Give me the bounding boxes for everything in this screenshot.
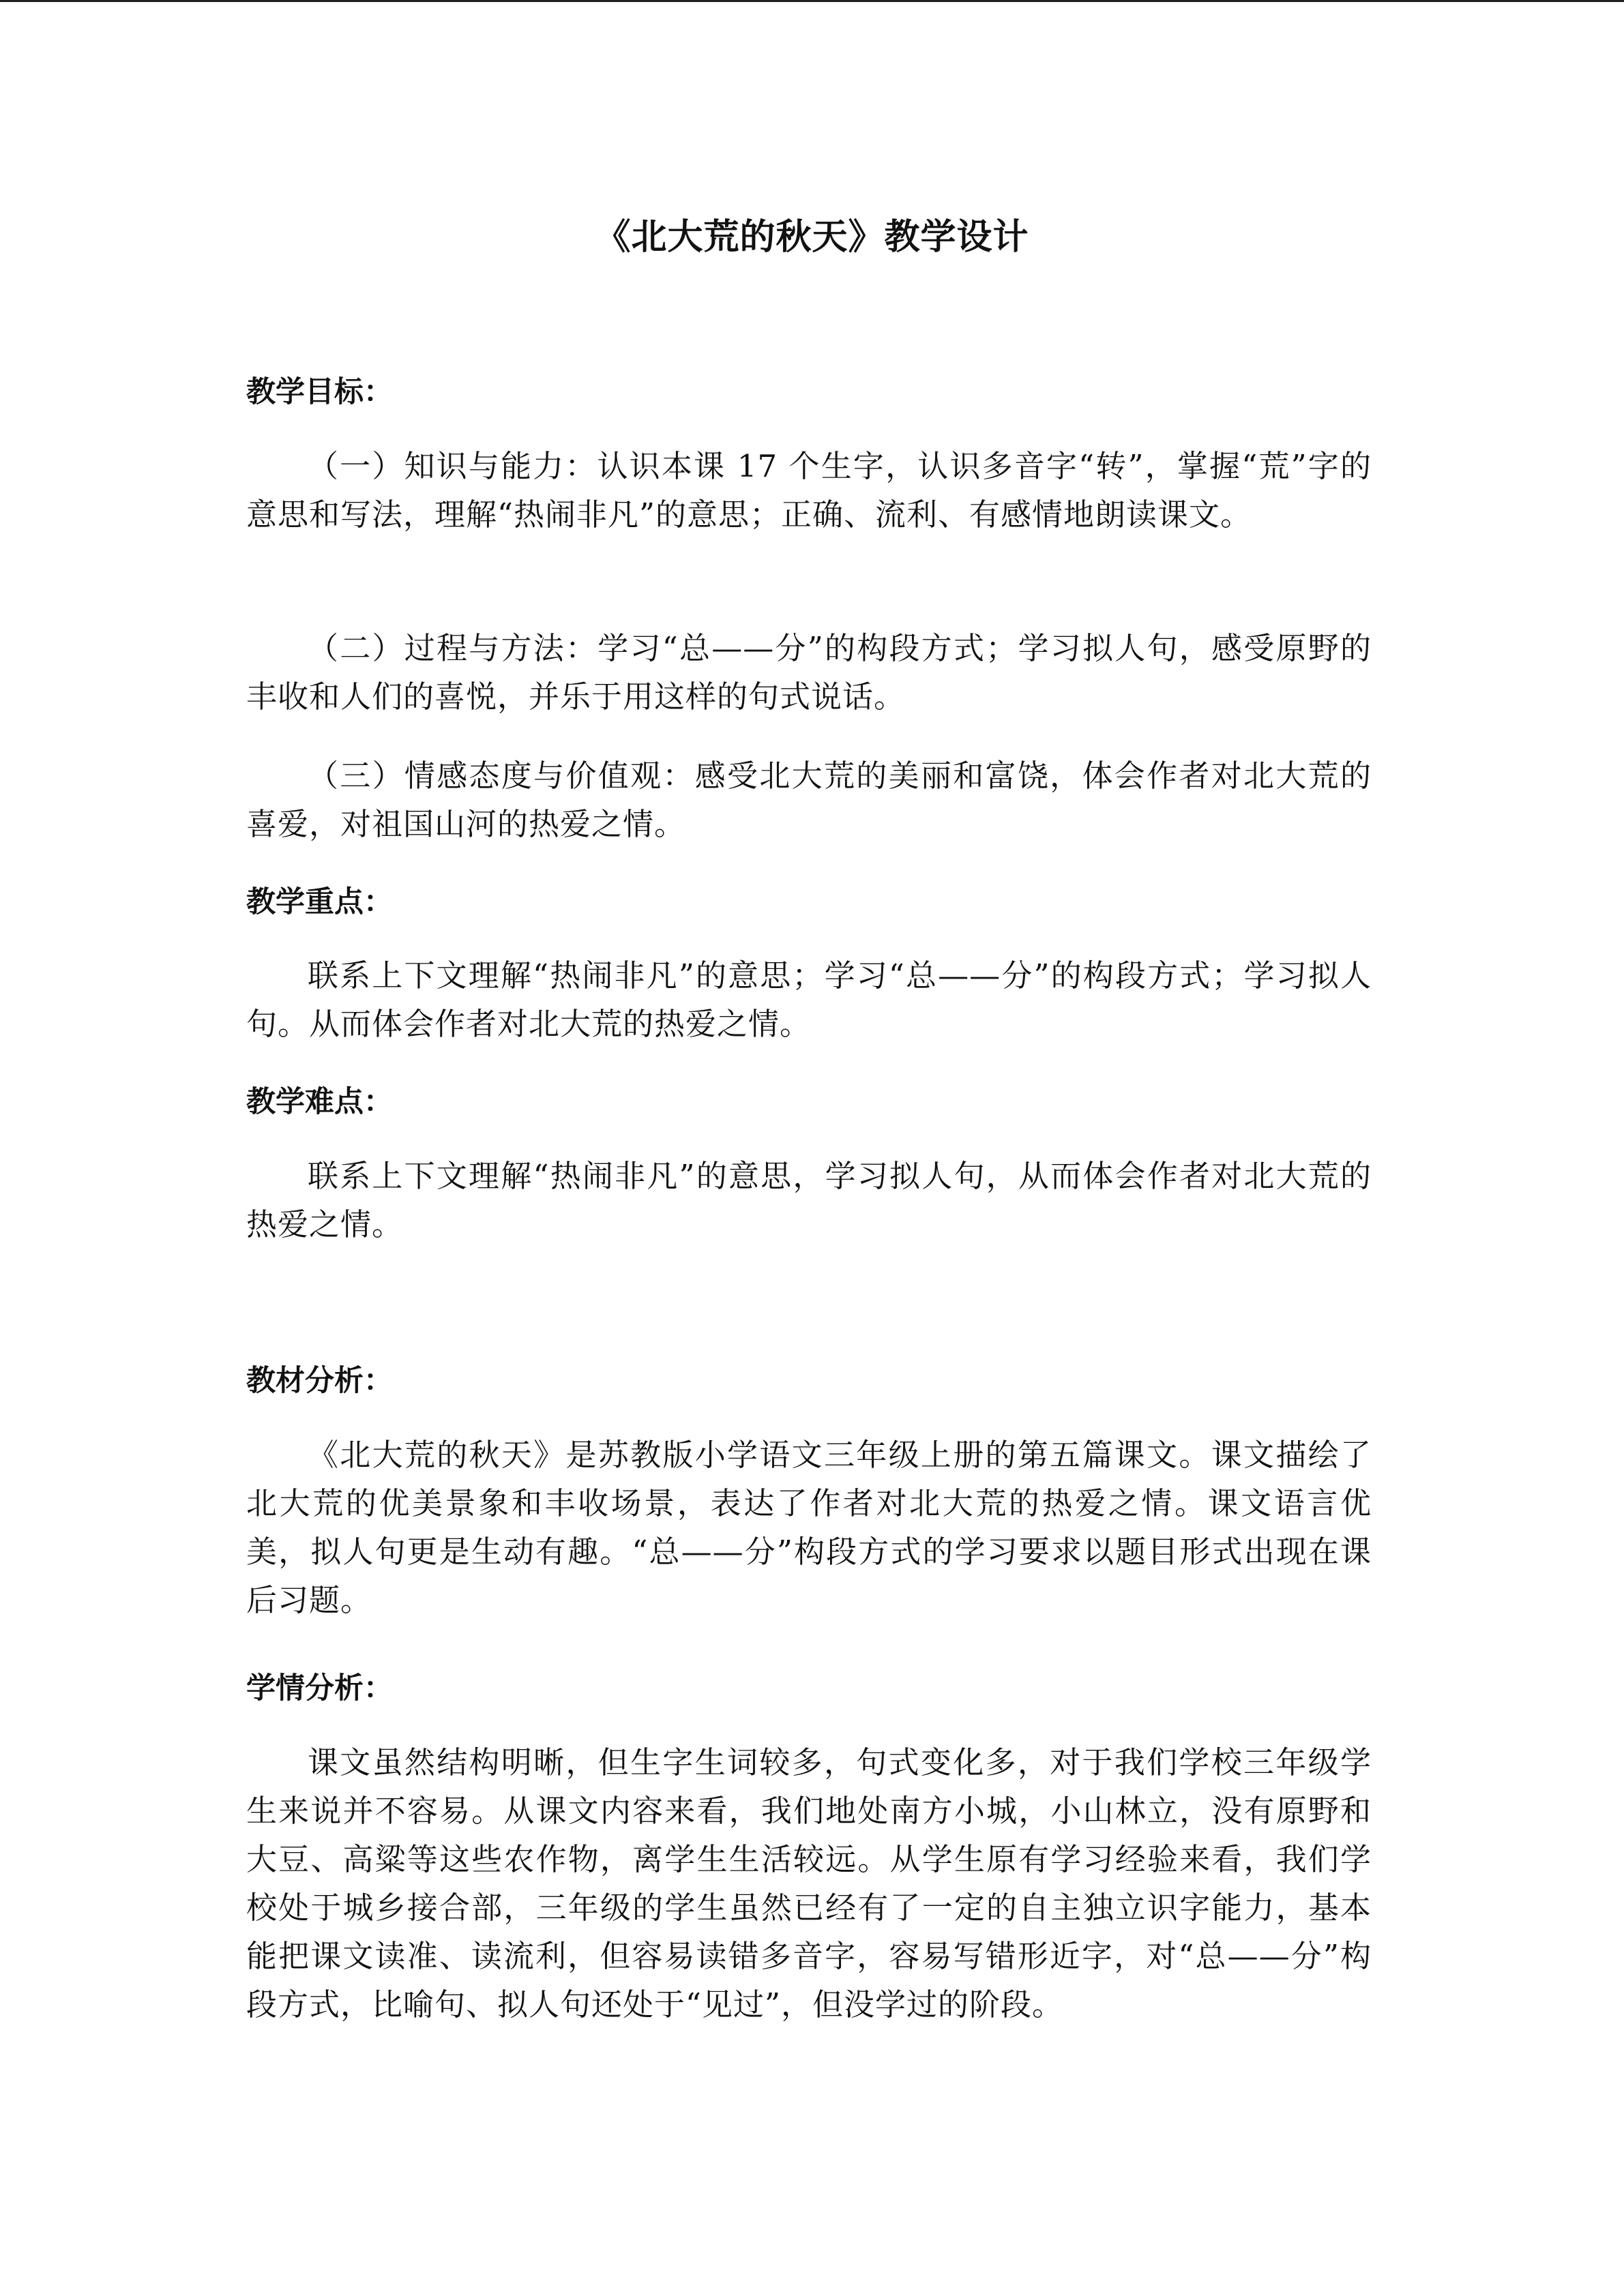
- section-heading-key-points: 教学重点：: [246, 885, 393, 919]
- paragraph-objective-process: （二）过程与方法：学习“总——分”的构段方式；学习拟人句，感受原野的丰收和人们的喜悦，并乐于用这样的句式说话。: [246, 630, 1372, 715]
- section-heading-material-analysis: 教材分析：: [246, 1364, 393, 1398]
- document-title: 《北大荒的秋天》教学设计: [595, 216, 1029, 258]
- section-heading-objectives: 教学目标：: [246, 375, 393, 409]
- section-heading-difficulties: 教学难点：: [246, 1085, 393, 1119]
- paragraph-key-points: 联系上下文理解“热闹非凡”的意思；学习“总——分”的构段方式；学习拟人句。从而体会作者对北大荒的热爱之情。: [246, 957, 1372, 1042]
- paragraph-objective-knowledge: （一）知识与能力：认识本课 17 个生字，认识多音字“转”，掌握“荒”字的意思和写法，理解“热闹非凡”的意思；正确、流利、有感情地朗读课文。: [246, 448, 1372, 533]
- paragraph-objective-attitude: （三）情感态度与价值观：感受北大荒的美丽和富饶，体会作者对北大荒的喜爱，对祖国山河的热爱之情。: [246, 758, 1372, 842]
- paragraph-material-analysis: 《北大荒的秋天》是苏教版小学语文三年级上册的第五篇课文。课文描绘了北大荒的优美景象和丰收场景，表达了作者对北大荒的热爱之情。课文语言优美，拟人句更是生动有趣。“总——分”构段方式的学习要求以题目形式出现在课后习题。: [246, 1437, 1372, 1618]
- section-heading-student-analysis: 学情分析：: [246, 1671, 393, 1705]
- paragraph-student-analysis: 课文虽然结构明晰，但生字生词较多，句式变化多，对于我们学校三年级学生来说并不容易。从课文内容来看，我们地处南方小城，小山林立，没有原野和大豆、高粱等这些农作物，离学生生活较远。从学生原有学习经验来看，我们学校处于城乡接合部，三年级的学生虽然已经有了一定的自主独立识字能力，基本能把课文读准、读流利，但容易读错多音字，容易写错形近字，对“总——分”构段方式，比喻句、拟人句还处于“见过”，但没学过的阶段。: [246, 1744, 1372, 2023]
- paragraph-difficulties: 联系上下文理解“热闹非凡”的意思，学习拟人句，从而体会作者对北大荒的热爱之情。: [246, 1158, 1372, 1242]
- page-top-border: [0, 0, 1624, 2]
